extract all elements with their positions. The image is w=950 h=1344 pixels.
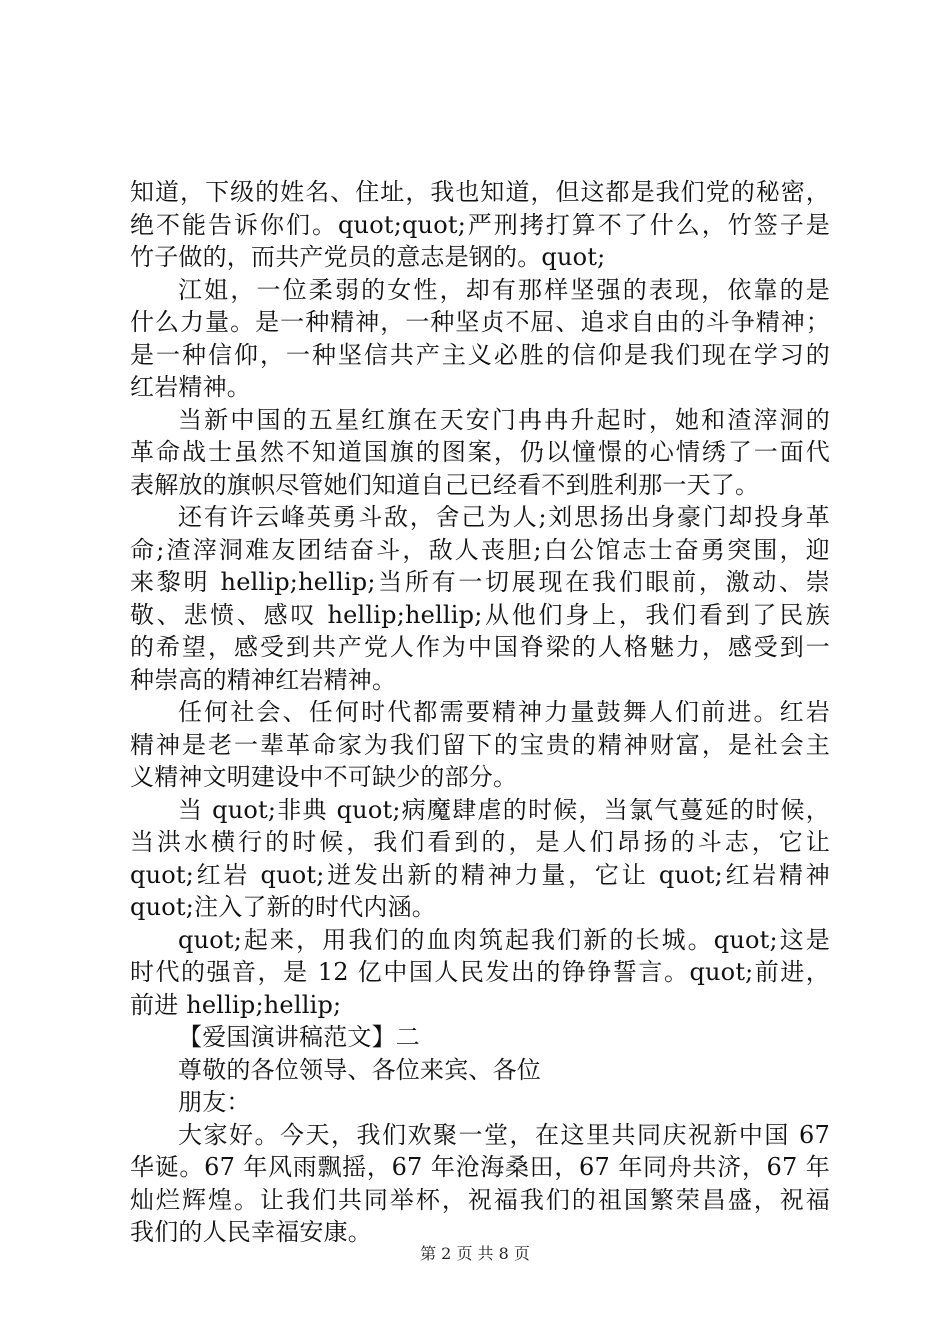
text-line: 红岩精神。 [130,373,251,401]
text-line: 我们的人民幸福安康。 [130,1218,372,1246]
paragraph-start-line: quot;起来，用我们的血肉筑起我们新的长城。quot;这是 [178,925,830,954]
paragraph-start-line: 还有许云峰英勇斗敌，舍己为人;刘思扬出身豪门却投身革 [178,503,830,531]
salutation-line: 朋友： [178,1088,251,1116]
paragraph-start-line: 任何社会、任何时代都需要精神力量鼓舞人们前进。红岩 [178,698,830,726]
text-line: 时代的强音，是 12 亿中国人民发出的铮铮誓言。quot;前进， [130,958,830,986]
page-number-footer: 第 2 页 共 8 页 [420,1244,530,1263]
text-line: 什么力量。是一种精神，一种坚贞不屈、追求自由的斗争精神； [130,308,830,336]
text-line: 种崇高的精神红岩精神。 [130,665,397,694]
text-line: 义精神文明建设中不可缺少的部分。 [130,763,518,791]
text-line: quot;注入了新的时代内涵。 [130,893,436,921]
text-line: 前进 hellip;hellip; [130,990,342,1019]
text-line: 精神是老一辈革命家为我们留下的宝贵的精神财富，是社会主 [130,730,830,759]
text-line: 来黎明 hellip;hellip;当所有一切展现在我们眼前，激动、崇 [130,568,830,596]
paragraph-start-line: 大家好。今天，我们欢聚一堂，在这里共同庆祝新中国 67 [178,1120,830,1149]
paragraph-start-line: 当 quot;非典 quot;病魔肆虐的时候，当氯气蔓延的时候， [178,795,830,824]
text-line: 灿烂辉煌。让我们共同举杯，祝福我们的祖国繁荣昌盛，祝福 [130,1185,830,1214]
document-body [130,176,830,1249]
text-line: 是一种信仰，一种坚信共产主义必胜的信仰是我们现在学习的 [130,340,830,369]
text-line: 的希望，感受到共产党人作为中国脊梁的人格魅力，感受到一 [130,633,830,661]
salutation-line: 尊敬的各位领导、各位来宾、各位 [178,1055,541,1084]
text-line: 竹子做的，而共产党员的意志是钢的。quot; [130,243,606,271]
section-heading: 【爱国演讲稿范文】二 [178,1023,420,1051]
text-line: 华诞。67 年风雨飘摇，67 年沧海桑田，67 年同舟共济，67 年 [130,1153,830,1181]
text-line: 知道，下级的姓名、住址，我也知道，但这都是我们党的秘密， [130,178,830,206]
text-line: quot;红岩 quot;迸发出新的精神力量，它让 quot;红岩精神 [130,860,830,889]
text-line: 表解放的旗帜尽管她们知道自己已经看不到胜利那一天了。 [130,470,760,499]
paragraph-start-line: 江姐，一位柔弱的女性，却有那样坚强的表现，依靠的是 [178,275,830,304]
text-line: 革命战士虽然不知道国旗的图案，仍以憧憬的心情绣了一面代 [130,438,830,466]
paragraph-start-line: 当新中国的五星红旗在天安门冉冉升起时，她和渣滓洞的 [178,405,830,434]
text-line: 敬、悲愤、感叹 hellip;hellip;从他们身上，我们看到了民族 [130,600,830,629]
text-line: 命;渣滓洞难友团结奋斗，敌人丧胆;白公馆志士奋勇突围，迎 [130,535,830,564]
text-line: 当洪水横行的时候，我们看到的，是人们昂扬的斗志，它让 [130,828,830,856]
text-line: 绝不能告诉你们。quot;quot;严刑拷打算不了什么，竹签子是 [130,210,830,239]
